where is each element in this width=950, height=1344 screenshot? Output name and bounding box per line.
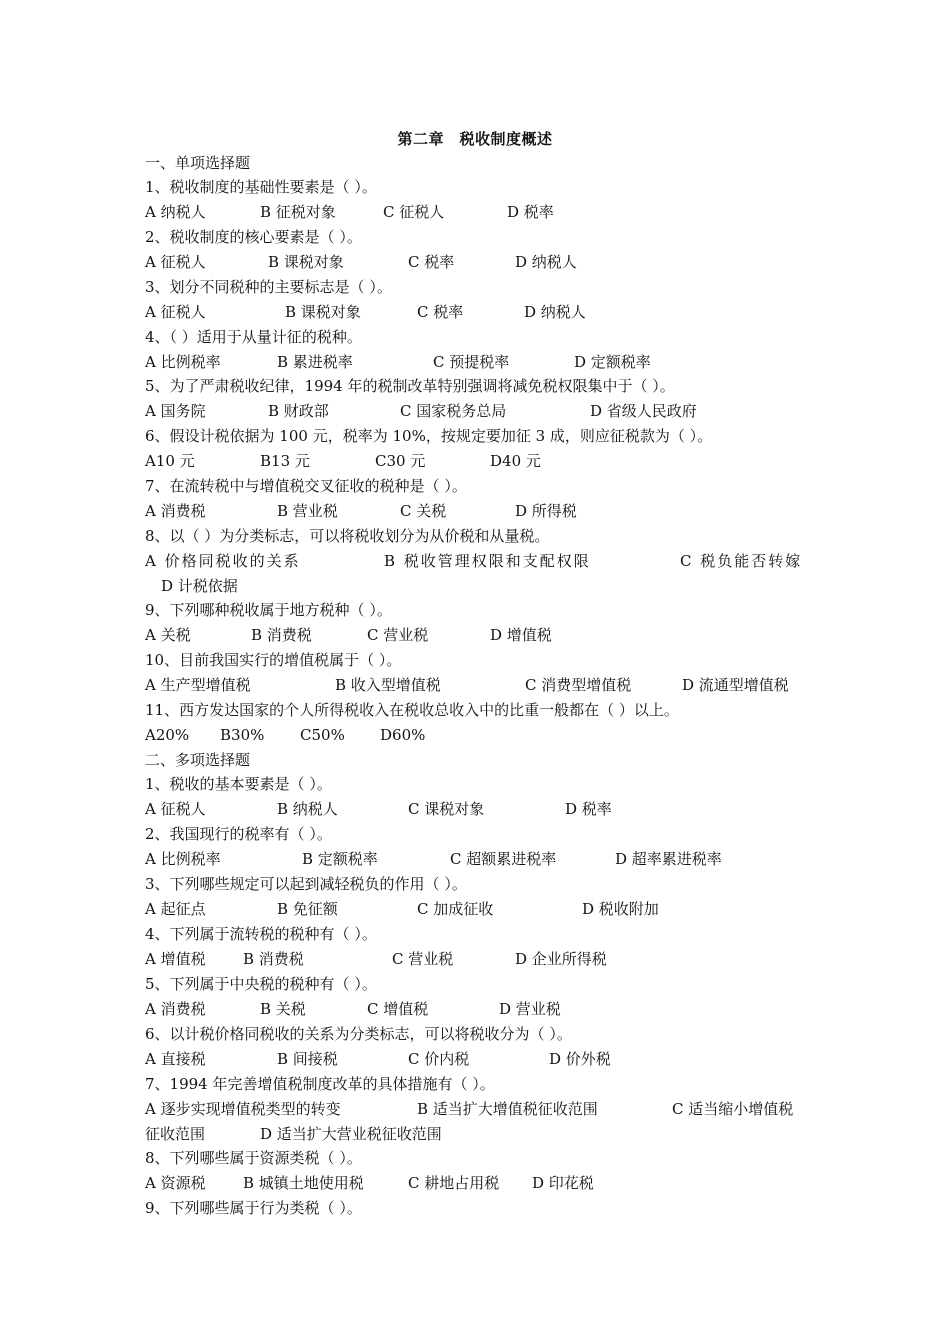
option-a: A 价格同税收的关系 (145, 552, 301, 570)
option-d: D 流通型增值税 (682, 676, 789, 694)
question-6: 6、假设计税依据为 100 元，税率为 10%，按规定要加征 3 成，则应征税款为（ ）。 (145, 427, 713, 445)
option-a: A 逐步实现增值税类型的转变 (145, 1100, 341, 1118)
option-c: C50% (300, 726, 345, 744)
option-a: A10 元 (145, 452, 195, 470)
option-d: D 税率 (565, 800, 612, 818)
section-heading-single-choice: 一、单项选择题 (145, 154, 251, 172)
option-c: C 征税人 (383, 203, 445, 221)
option-b: B 累进税率 (277, 353, 353, 371)
question-7: 7、在流转税中与增值税交叉征收的税种是（ ）。 (145, 477, 467, 495)
question-4: 4、（ ）适用于从量计征的税种。 (145, 328, 362, 346)
option-c: C 营业税 (367, 626, 429, 644)
option-d: D 税收附加 (582, 900, 659, 918)
option-a: A 资源税 (145, 1174, 206, 1192)
option-a: A 增值税 (145, 950, 206, 968)
option-c-wrapped: 征收范围 (145, 1125, 206, 1143)
option-d: D 省级人民政府 (590, 402, 697, 420)
option-d: D 增值税 (490, 626, 552, 644)
question-1: 1、税收制度的基础性要素是（ ）。 (145, 178, 377, 196)
question-m7: 7、1994 年完善增值税制度改革的具体措施有（ ）。 (145, 1075, 495, 1093)
option-c: C 价内税 (408, 1050, 470, 1068)
question-10: 10、目前我国实行的增值税属于（ ）。 (145, 651, 402, 669)
chapter-title: 第二章 税收制度概述 (397, 130, 553, 148)
option-a: A20% (145, 726, 190, 744)
option-c: C 适当缩小增值税 (672, 1100, 794, 1118)
option-d: D 纳税人 (524, 303, 586, 321)
option-b: B30% (220, 726, 265, 744)
question-m2: 2、我国现行的税率有（ ）。 (145, 825, 332, 843)
option-b: B 消费税 (243, 950, 304, 968)
question-m6: 6、以计税价格同税收的关系为分类标志，可以将税收分为（ ）。 (145, 1025, 572, 1043)
option-a: A 起征点 (145, 900, 206, 918)
option-a: A 纳税人 (145, 203, 206, 221)
option-b: B 收入型增值税 (335, 676, 441, 694)
option-c: C 税率 (417, 303, 464, 321)
question-3: 3、划分不同税种的主要标志是（ ）。 (145, 278, 392, 296)
option-a: A 比例税率 (145, 850, 221, 868)
option-c: C30 元 (375, 452, 426, 470)
option-b: B 定额税率 (302, 850, 378, 868)
question-m3: 3、下列哪些规定可以起到减轻税负的作用（ ）。 (145, 875, 467, 893)
option-c: C 课税对象 (408, 800, 485, 818)
option-d: D 纳税人 (515, 253, 577, 271)
option-c: C 关税 (400, 502, 447, 520)
option-b: B 消费税 (251, 626, 312, 644)
option-d: D 税率 (507, 203, 554, 221)
option-b: B 财政部 (268, 402, 329, 420)
option-c: C 超额累进税率 (450, 850, 557, 868)
option-a: A 关税 (145, 626, 191, 644)
question-m4: 4、下列属于流转税的税种有（ ）。 (145, 925, 377, 943)
option-b: B 间接税 (277, 1050, 338, 1068)
question-m9: 9、下列哪些属于行为类税（ ）。 (145, 1199, 362, 1217)
option-d: D 超率累进税率 (615, 850, 722, 868)
option-a: A 征税人 (145, 303, 206, 321)
question-11: 11、西方发达国家的个人所得税收入在税收总收入中的比重一般都在（ ）以上。 (145, 701, 679, 719)
question-2: 2、税收制度的核心要素是（ ）。 (145, 228, 362, 246)
question-m8: 8、下列哪些属于资源类税（ ）。 (145, 1149, 362, 1167)
option-d: D 价外税 (549, 1050, 611, 1068)
option-b: B13 元 (260, 452, 310, 470)
option-d: D 所得税 (515, 502, 577, 520)
option-c: C 预提税率 (433, 353, 510, 371)
option-b: B 征税对象 (260, 203, 336, 221)
option-b: B 关税 (260, 1000, 306, 1018)
option-d: D60% (380, 726, 426, 744)
option-b: B 税收管理权限和支配权限 (384, 552, 591, 570)
option-c: C 加成征收 (417, 900, 494, 918)
option-c: C 增值税 (367, 1000, 429, 1018)
option-b: B 营业税 (277, 502, 338, 520)
option-c: C 消费型增值税 (525, 676, 632, 694)
option-a: A 直接税 (145, 1050, 206, 1068)
option-b: B 城镇土地使用税 (243, 1174, 364, 1192)
option-a: A 征税人 (145, 800, 206, 818)
question-m5: 5、下列属于中央税的税种有（ ）。 (145, 975, 377, 993)
option-d: D 企业所得税 (515, 950, 607, 968)
option-c: C 税负能否转嫁 (680, 552, 803, 570)
option-a: A 生产型增值税 (145, 676, 251, 694)
option-c: C 国家税务总局 (400, 402, 507, 420)
question-8: 8、以（ ）为分类标志，可以将税收划分为从价税和从量税。 (145, 527, 550, 545)
question-5: 5、为了严肃税收纪律，1994 年的税制改革特别强调将减免税权限集中于（ ）。 (145, 377, 675, 395)
option-d: D 营业税 (499, 1000, 561, 1018)
option-d: D40 元 (490, 452, 541, 470)
option-a: A 消费税 (145, 1000, 206, 1018)
question-9: 9、下列哪种税收属于地方税种（ ）。 (145, 601, 392, 619)
option-b: B 免征额 (277, 900, 338, 918)
option-a: A 消费税 (145, 502, 206, 520)
option-c: C 营业税 (392, 950, 454, 968)
question-m1: 1、税收的基本要素是（ ）。 (145, 775, 332, 793)
option-b: B 课税对象 (285, 303, 361, 321)
option-a: A 国务院 (145, 402, 206, 420)
option-d-wrapped: D 计税依据 (161, 577, 238, 595)
option-d: D 适当扩大营业税征收范围 (260, 1125, 442, 1143)
option-a: A 征税人 (145, 253, 206, 271)
option-b: B 课税对象 (268, 253, 344, 271)
section-heading-multiple-choice: 二、多项选择题 (145, 751, 251, 769)
option-d: D 印花税 (532, 1174, 594, 1192)
option-d: D 定额税率 (574, 353, 651, 371)
option-b: B 适当扩大增值税征收范围 (417, 1100, 598, 1118)
option-a: A 比例税率 (145, 353, 221, 371)
option-b: B 纳税人 (277, 800, 338, 818)
option-c: C 耕地占用税 (408, 1174, 500, 1192)
option-c: C 税率 (408, 253, 455, 271)
